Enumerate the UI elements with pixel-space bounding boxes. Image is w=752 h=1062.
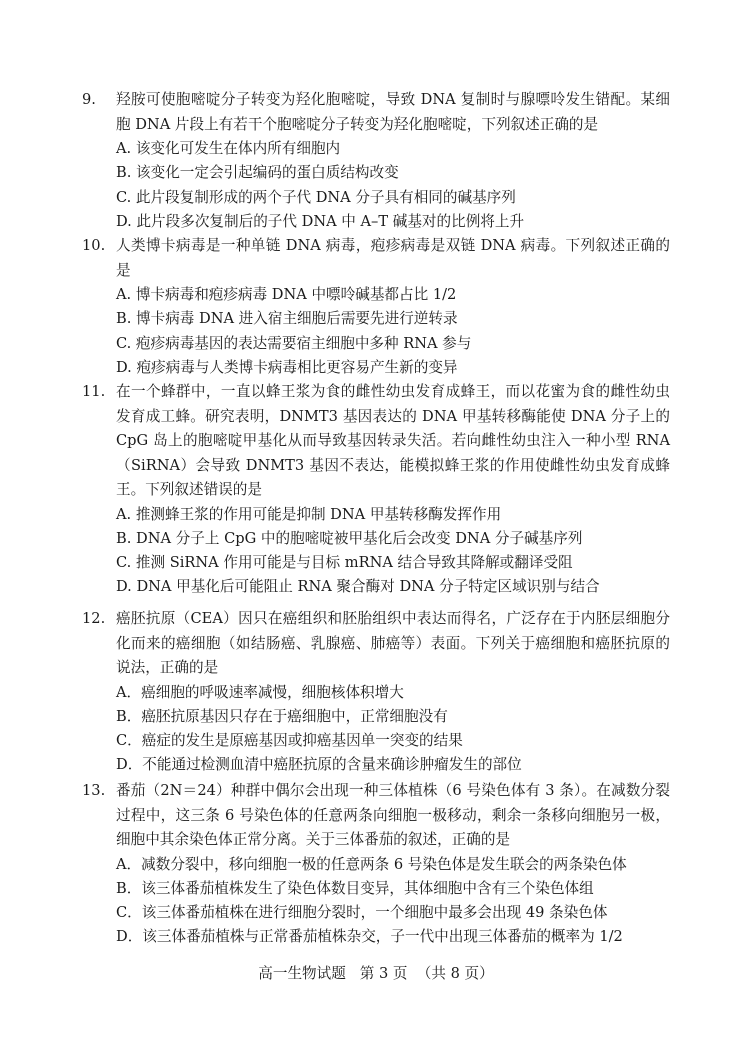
question-text: 番茄（2N＝24）种群中偶尔会出现一种三体植株（6 号染色体有 3 条）。在减数分裂过程中，这三条 6 号染色体的任意两条向细胞一极移动，剩余一条移向细胞另一极，细胞中其余染色体正常分离。关于三体番茄的叙述，正确的是 [116,782,670,848]
question-11 [82,380,670,600]
question-9 [82,88,670,234]
option-c: C．该三体番茄植株在进行细胞分裂时，一个细胞中最多会出现 49 条染色体 [116,904,608,922]
question-number: 13. [82,782,106,799]
question-number: 10. [82,237,106,254]
footer-total-pages: （共 8 页） [416,965,494,982]
option-b: B．癌胚抗原基因只存在于癌细胞中，正常细胞没有 [116,707,448,725]
option-c: C．癌症的发生是原癌基因或抑癌基因单一突变的结果 [116,732,463,750]
option-a: A. 推测蜂王浆的作用可能是抑制 DNA 甲基转移酶发挥作用 [116,505,502,523]
page-footer [0,963,752,985]
question-stem [82,234,670,283]
option-a: A. 博卡病毒和疱疹病毒 DNA 中嘌呤碱基都占比 1/2 [116,286,457,303]
footer-subject: 高一生物试题 [258,965,346,982]
question-text: 癌胚抗原（CEA）因只在癌组织和胚胎组织中表达而得名，广泛存在于内胚层细胞分化而来的癌细胞（如结肠癌、乳腺癌、肺癌等）表面。下列关于癌细胞和癌胚抗原的说法，正确的是 [116,610,670,676]
question-stem [82,380,670,503]
question-stem [82,88,670,137]
option-d: D. DNA 甲基化后可能阻止 RNA 聚合酶对 DNA 分子特定区域识别与结合 [116,578,600,596]
question-number: 11. [82,383,106,400]
option-list [82,283,670,380]
option-list [82,681,670,778]
question-12 [82,607,670,778]
option-list [82,853,670,950]
option-d: D. 此片段多次复制后的子代 DNA 中 A–T 碱基对的比例将上升 [116,212,525,230]
option-b: B．该三体番茄植株发生了染色体数目变异，其体细胞中含有三个染色体组 [116,879,594,897]
question-number: 12. [82,610,106,627]
option-b: B. 该变化一定会引起编码的蛋白质结构改变 [116,164,399,182]
question-text: 在一个蜂群中，一直以蜂王浆为食的雌性幼虫发育成蜂王，而以花蜜为食的雌性幼虫发育成工蜂。研究表明，DNMT3 基因表达的 DNA 甲基转移酶能使 DNA 分子上的 CpG 岛上的胞嘧啶甲基化从而导致基因转录失活。若向雌性幼虫注入一种小型 RNA（SiRNA）会导致 DNMT3 基因不表达，能模拟蜂王浆的作用使雌性幼虫发育成蜂王。下列叙述错误的是 [116,383,670,498]
option-d: D．该三体番茄植株与正常番茄植株杂交，子一代中出现三体番茄的概率为 1/2 [116,928,623,946]
option-c: C. 此片段复制形成的两个子代 DNA 分子具有相同的碱基序列 [116,188,516,206]
question-text: 人类博卡病毒是一种单链 DNA 病毒，疱疹病毒是双链 DNA 病毒。下列叙述正确的是 [116,237,670,279]
question-text: 羟胺可使胞嘧啶分子转变为羟化胞嘧啶，导致 DNA 复制时与腺嘌呤发生错配。某细胞 DNA 片段上有若干个胞嘧啶分子转变为羟化胞嘧啶，下列叙述正确的是 [116,91,670,133]
question-13 [82,779,670,950]
question-number: 9. [82,91,96,108]
option-a: A．减数分裂中，移向细胞一极的任意两条 6 号染色体是发生联会的两条染色体 [116,855,627,873]
option-list [82,137,670,234]
question-stem [82,779,670,853]
option-d: D．不能通过检测血清中癌胚抗原的含量来确诊肿瘤发生的部位 [116,756,522,774]
option-b: B. DNA 分子上 CpG 中的胞嘧啶被甲基化后会改变 DNA 分子碱基序列 [116,529,583,547]
option-b: B. 博卡病毒 DNA 进入宿主细胞后需要先进行逆转录 [116,310,458,328]
footer-page-number: 第 3 页 [359,965,408,982]
option-list [82,503,670,600]
question-stem [82,607,670,681]
question-10 [82,234,670,380]
option-d: D. 疱疹病毒与人类博卡病毒相比更容易产生新的变异 [116,358,458,376]
option-a: A. 该变化可发生在体内所有细胞内 [116,140,341,157]
option-a: A．癌细胞的呼吸速率减慢，细胞核体积增大 [116,683,404,701]
option-c: C. 疱疹病毒基因的表达需要宿主细胞中多种 RNA 参与 [116,334,472,352]
option-c: C. 推测 SiRNA 作用可能是与目标 mRNA 结合导致其降解或翻译受阻 [116,554,573,572]
